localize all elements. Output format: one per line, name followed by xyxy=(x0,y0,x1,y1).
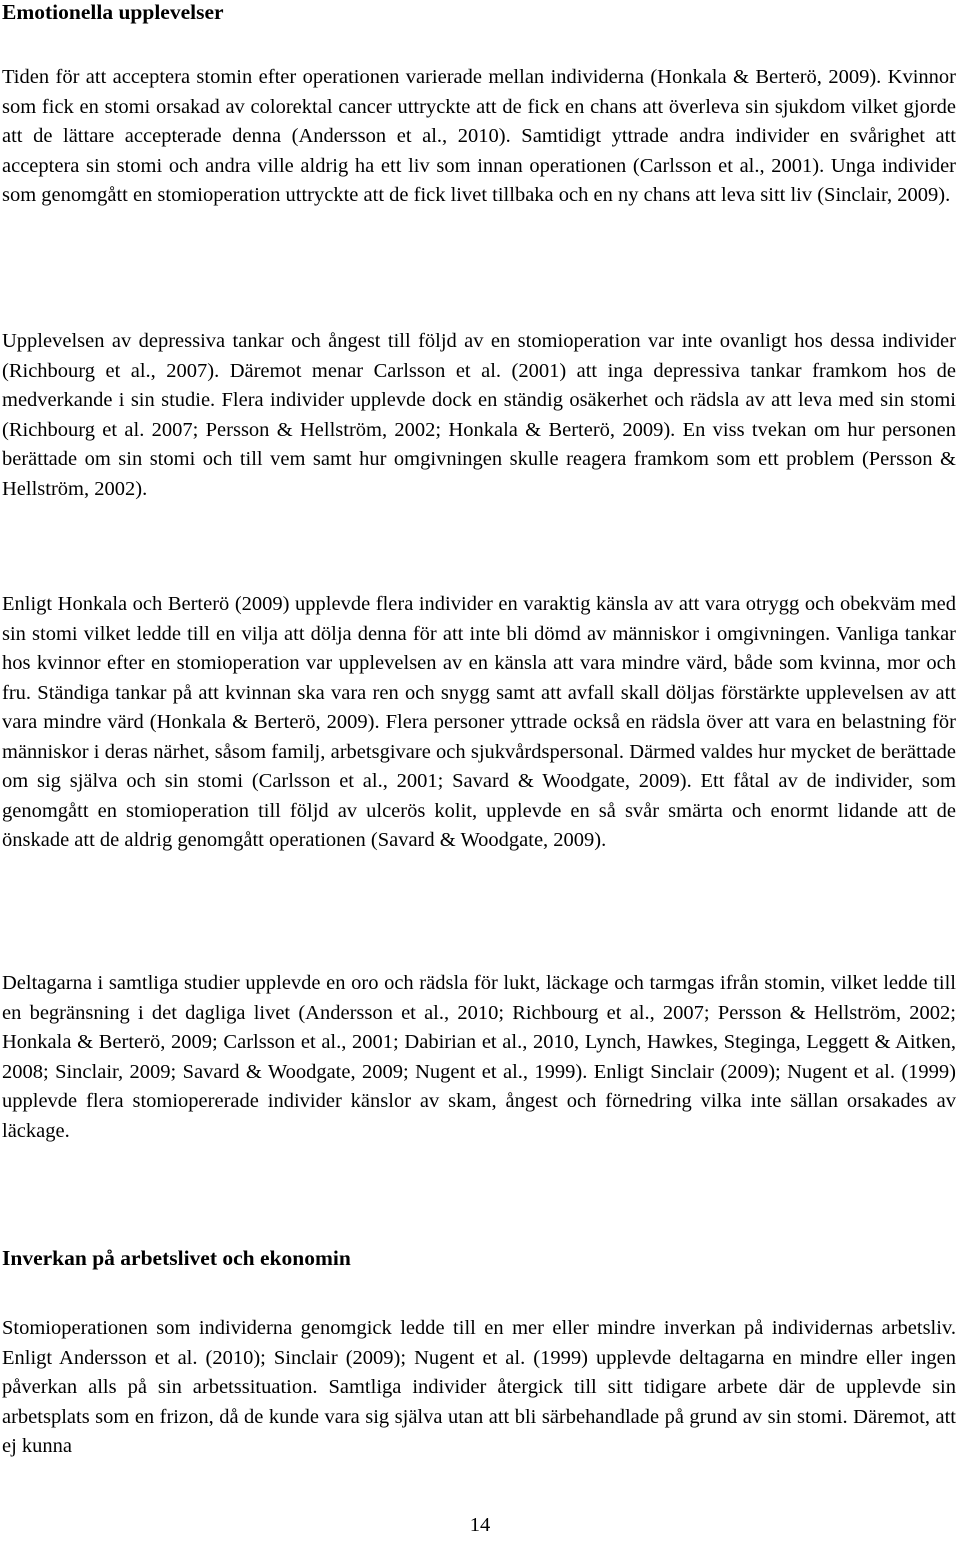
section-heading-emotionella-upplevelser: Emotionella upplevelser xyxy=(2,0,224,24)
paragraph: Enligt Honkala och Berterö (2009) upplevde flera individer en varaktig känsla av att vara otrygg och obekväm med sin stomi vilket ledde till en vilja att dölja denna för att inte bli dömd av människor i omgivningen. Vanliga tankar hos kvinnor efter en stomioperation var upplevelsen av en känsla att vara mindre värd, både som kvinna, mor och fru. Ständiga tankar på att kvinnan ska vara ren och snygg samt att avfall skall döljas förstärkte upplevelsen av att vara mindre värd (Honkala & Berterö, 2009). Flera personer yttrade också en rädsla över att vara en belastning för människor i deras närhet, såsom familj, arbetsgivare och sjukvårdspersonal. Därmed valdes hur mycket de berättade om sig själva och sin stomi (Carlsson et al., 2001; Savard & Woodgate, 2009). Ett fåtal av de individer, som genomgått en stomioperation till följd av ulcerös kolit, upplevde en så svår smärta och enormt lidande att de önskade att de aldrig genomgått operationen (Savard & Woodgate, 2009). xyxy=(2,593,956,851)
section-heading-inverkan-pa-arbetslivet: Inverkan på arbetslivet och ekonomin xyxy=(2,1246,351,1270)
paragraph: Stomioperationen som individerna genomgick ledde till en mer eller mindre inverkan på individernas arbetsliv. Enligt Andersson et al. (2010); Sinclair (2009); Nugent et al. (1999) upplevde deltagarna en mindre eller ingen påverkan alls på sin arbetssituation. Samtliga individer återgick till sitt tidigare arbete där de upplevde sin arbetsplats som en frizon, då de kunde vara sig själva utan att bli särbehandlade på grund av sin stomi. Däremot, att ej kunna xyxy=(2,1317,956,1457)
paragraph: Tiden för att acceptera stomin efter operationen varierade mellan individerna (Honkala & Berterö, 2009). Kvinnor som fick en stomi orsakad av colorektal cancer uttryckte att de fick en chans att överleva sin sjukdom vilket gjorde att de lättare accepterade denna (Andersson et al., 2010). Samtidigt yttrade andra individer en svårighet att acceptera sin stomi och andra ville aldrig ha ett liv som innan operationen (Carlsson et al., 2001). Unga individer som genomgått en stomioperation uttryckte att de fick livet tillbaka och en ny chans att leva sitt liv (Sinclair, 2009). xyxy=(2,66,956,206)
page-number: 14 xyxy=(469,1514,491,1536)
paragraph: Deltagarna i samtliga studier upplevde en oro och rädsla för lukt, läckage och tarmgas ifrån stomin, vilket ledde till en begränsning i det dagliga livet (Andersson et al., 2010; Richbourg et al., 2007; Persson & Hellström, 2002; Honkala & Berterö, 2009; Carlsson et al., 2001; Dabirian et al., 2010, Lynch, Hawkes, Steginga, Leggett & Aitken, 2008; Sinclair, 2009; Savard & Woodgate, 2009; Nugent et al., 1999). Enligt Sinclair (2009); Nugent et al. (1999) upplevde flera stomiopererade individer känslor av skam, ångest och förnedring vilka inte sällan orsakades av läckage. xyxy=(2,972,956,1142)
paragraph: Upplevelsen av depressiva tankar och ångest till följd av en stomioperation var inte ovanligt hos dessa individer (Richbourg et al., 2007). Däremot menar Carlsson et al. (2001) att inga depressiva tankar framkom hos de medverkande i sin studie. Flera individer upplevde dock en ständig osäkerhet och rädsla av att leva med sin stomi (Richbourg et al. 2007; Persson & Hellström, 2002; Honkala & Berterö, 2009). En viss tvekan om hur personen berättade om sin stomi och till vem samt hur omgivningen skulle reagera framkom som ett problem (Persson & Hellström, 2002). xyxy=(2,330,956,500)
